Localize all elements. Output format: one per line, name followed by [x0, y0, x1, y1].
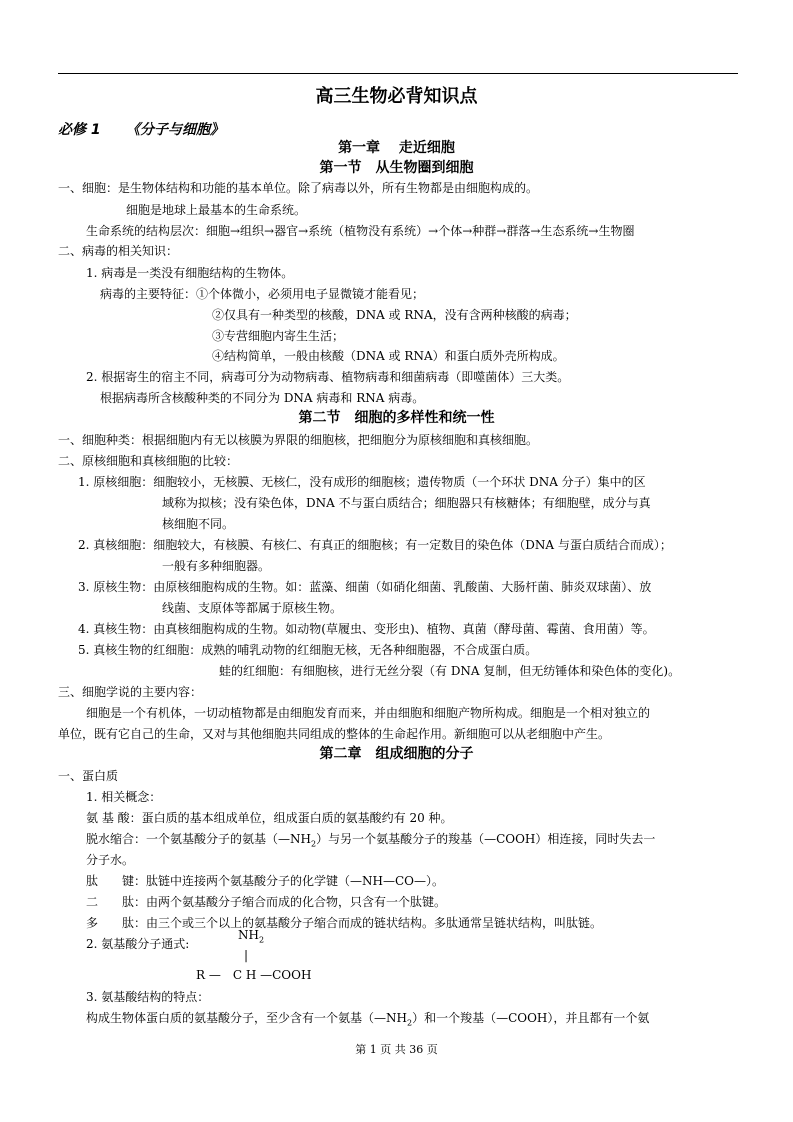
text-line: 一、蛋白质 — [58, 769, 119, 783]
text-line: 细胞是一个有机体，一切动植物都是由细胞发育而来，并由细胞和细胞产物所构成。细胞是一个相对独立的 — [86, 706, 651, 720]
formula-bond: | — [244, 948, 249, 962]
text-line: ③专营细胞内寄生生活； — [212, 329, 345, 343]
text-line: 构成生物体蛋白质的氨基酸分子，至少含有一个氨基$(—NH_2)$和一个羧基（—COOH），并且都有一个氨 — [86, 1011, 650, 1028]
text-line: 二 肽：由两个氨基酸分子缩合而成的化合物，只含有一个肽键。 — [86, 895, 447, 909]
text-line: 一、细胞种类：根据细胞内有无以核膜为界限的细胞核，把细胞分为原核细胞和真核细胞。 — [58, 433, 539, 447]
text-line: 根据病毒所含核酸种类的不同分为 DNA 病毒和 RNA 病毒。 — [100, 391, 425, 405]
text-line: 脱水缩合：一个氨基酸分子的氨基$(—NH_2)$与另一个氨基酸分子的羧基（—COOH）相连接，同时失去一 — [86, 832, 656, 849]
text-line: 分子水。 — [86, 853, 135, 867]
text-line: 蛙的红细胞：有细胞核，进行无丝分裂（有 DNA 复制，但无纺锤体和染色体的变化)。 — [219, 664, 681, 678]
text-line: 氨 基 酸：蛋白质的基本组成单位，组成蛋白质的氨基酸约有 20 种。 — [86, 811, 453, 825]
text-line: 1. 相关概念： — [86, 790, 162, 804]
text-line: 3. 氨基酸结构的特点： — [86, 990, 210, 1004]
text-line: 多 肽：由三个或三个以上的氨基酸分子缩合而成的链状结构。多肽通常呈链状结构，叫肽链。 — [86, 916, 603, 930]
text-line: 核细胞不同。 — [162, 517, 235, 531]
module-label: 必修 1 — [58, 122, 101, 138]
section-1-title: 第一节 从生物圈到细胞 — [319, 160, 474, 176]
text-line: 肽 键：肽链中连接两个氨基酸分子的化学键（—NH—CO—）。 — [86, 874, 444, 888]
formula-backbone: R — C H —COOH — [196, 968, 312, 982]
text-line: 单位，既有它自己的生命，又对与其他细胞共同组成的整体的生命起作用。新细胞可以从老细胞中产生。 — [58, 727, 611, 741]
text-line: ②仅具有一种类型的核酸，DNA 或 RNA，没有含两种核酸的病毒； — [212, 308, 577, 322]
text-line: 一般有多种细胞器。 — [162, 559, 271, 573]
text-line: 二、原核细胞和真核细胞的比较： — [58, 454, 239, 468]
text-line: 一、细胞：是生物体结构和功能的基本单位。除了病毒以外，所有生物都是由细胞构成的。 — [58, 181, 539, 195]
text-line: 1. 病毒是一类没有细胞结构的生物体。 — [86, 266, 294, 280]
chapter-2-title: 第二章 组成细胞的分子 — [319, 746, 474, 762]
doc-title: 高三生物必背知识点 — [315, 86, 478, 107]
page-footer: 第 1 页 共 36 页 — [355, 1043, 438, 1056]
text-line: 生命系统的结构层次：细胞→组织→器官→系统（植物没有系统）→个体→种群→群落→生态系统→生物圈 — [86, 224, 635, 238]
text-line: 病毒的主要特征：①个体微小，必须用电子显微镜才能看见； — [100, 287, 425, 301]
text-line: 5. 真核生物的红细胞：成熟的哺乳动物的红细胞无核，无各种细胞器，不合成蛋白质。 — [78, 643, 538, 657]
text-line: 三、细胞学说的主要内容： — [58, 685, 203, 699]
text-line: 3. 原核生物：由原核细胞构成的生物。如：蓝藻、细菌（如硝化细菌、乳酸菌、大肠杆菌、肺炎双球菌）、放 — [78, 580, 652, 594]
text-line: 1. 原核细胞：细胞较小，无核膜、无核仁，没有成形的细胞核；遗传物质（一个环状 DNA 分子）集中的区 — [78, 475, 646, 489]
header-rule — [58, 73, 738, 74]
text-line: 2. 氨基酸分子通式: — [86, 937, 190, 951]
text-line: ④结构简单，一般由核酸（DNA 或 RNA）和蛋白质外壳所构成。 — [212, 349, 565, 363]
text-line: 2. 根据寄生的宿主不同，病毒可分为动物病毒、植物病毒和细菌病毒（即噬菌体）三大类。 — [86, 370, 570, 384]
module-name: 《分子与细胞》 — [126, 122, 224, 138]
chapter-1-title: 第一章 走近细胞 — [338, 140, 455, 156]
section-2-title: 第二节 细胞的多样性和统一性 — [298, 410, 495, 426]
text-line: 细胞是地球上最基本的生命系统。 — [126, 203, 307, 217]
text-line: 域称为拟核；没有染色体，DNA 不与蛋白质结合；细胞器只有核糖体；有细胞壁，成分与真 — [162, 496, 651, 510]
text-line: 二、病毒的相关知识： — [58, 244, 179, 258]
text-line: 2. 真核细胞：细胞较大，有核膜、有核仁、有真正的细胞核；有一定数目的染色体（DNA 与蛋白质结合而成）； — [78, 538, 672, 552]
text-line: 4. 真核生物：由真核细胞构成的生物。如动物(草履虫、变形虫)、植物、真菌（酵母菌、霉菌、食用菌）等。 — [78, 622, 655, 636]
formula-amino-group: $NH_2$ — [238, 928, 265, 945]
text-line: 线菌、支原体等都属于原核生物。 — [162, 601, 343, 615]
